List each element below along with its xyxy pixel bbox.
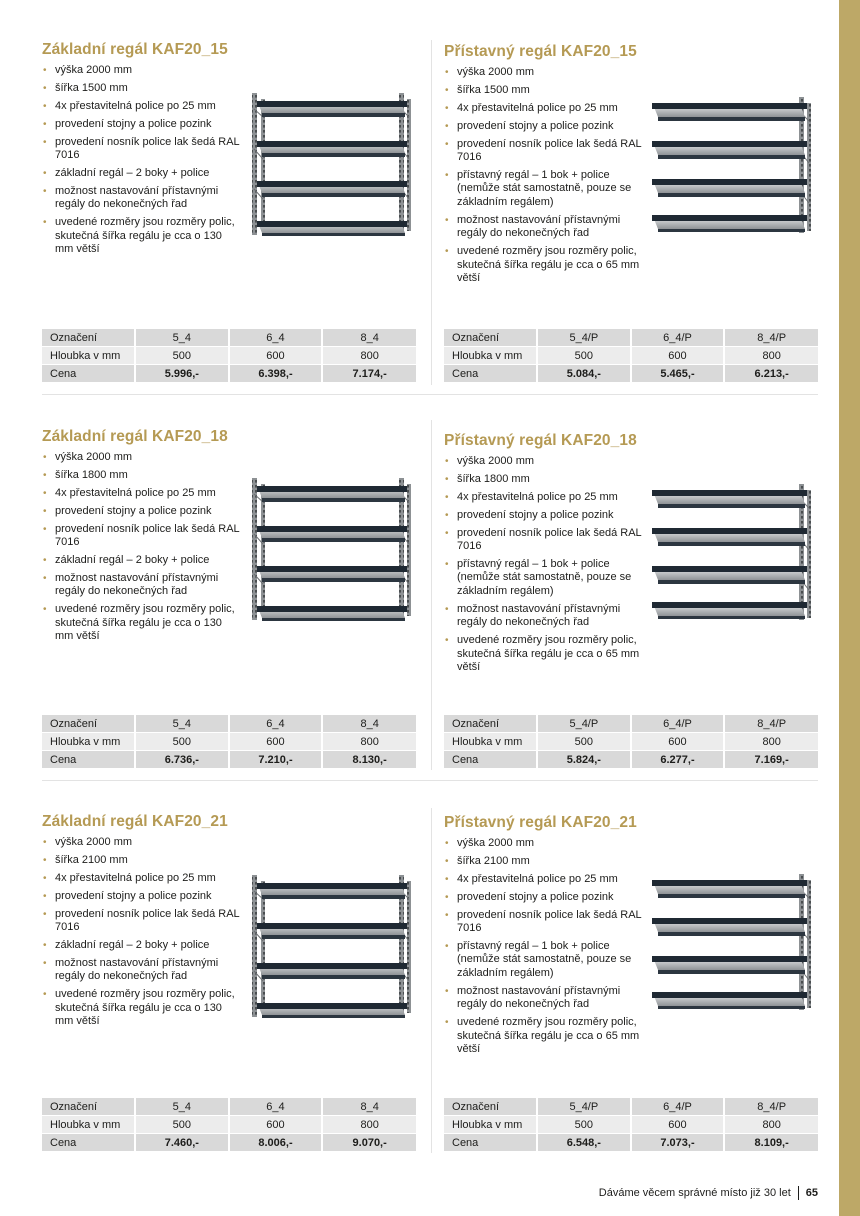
header-cell: 6_4 [229, 329, 323, 347]
feature-item: • možnost nastavování přístavnými regály do nekonečných řad [444, 985, 644, 1012]
price-cell: 5.465,- [631, 365, 725, 383]
price-cell: 7.460,- [135, 1134, 229, 1152]
product-block-zakladni-21 [42, 813, 418, 1149]
header-cell: 6_4/P [631, 329, 725, 347]
depth-cell: 600 [229, 347, 323, 365]
price-cell: 7.210,- [229, 751, 323, 769]
price-cell: 6.398,- [229, 365, 323, 383]
product-block-pristavny-18 [444, 432, 820, 766]
depth-label: Hloubka v mm [42, 733, 135, 751]
depth-cell: 800 [724, 1116, 818, 1134]
feature-item: • možnost nastavování přístavnými regály do nekonečných řad [42, 957, 242, 984]
depth-cell: 800 [322, 347, 416, 365]
feature-item: • 4x přestavitelná police po 25 mm [444, 491, 644, 505]
rack-addon-image [652, 480, 816, 622]
feature-item: • šířka 1800 mm [42, 469, 242, 483]
column-divider [431, 420, 432, 770]
price-cell: 5.996,- [135, 365, 229, 383]
feature-list [42, 836, 242, 1029]
feature-item: • provedení nosník police lak šedá RAL 7016 [42, 523, 242, 550]
header-cell: 6_4 [229, 715, 323, 733]
depth-cell: 500 [537, 347, 631, 365]
feature-item: • možnost nastavování přístavnými regály do nekonečných řad [444, 214, 644, 241]
price-label: Cena [42, 1134, 135, 1152]
feature-item: • uvedené rozměry jsou rozměry polic, skutečná šířka regálu je cca o 65 mm větší [444, 1016, 644, 1057]
footer-separator [798, 1186, 799, 1200]
feature-item: • možnost nastavování přístavnými regály do nekonečných řad [444, 603, 644, 630]
feature-item: • provedení stojny a police pozink [444, 509, 644, 523]
price-label: Cena [42, 751, 135, 769]
row-divider [42, 780, 818, 781]
product-title: Základní regál KAF20_18 [42, 428, 228, 445]
feature-item: • přístavný regál – 1 bok + police (nemůže stát samostatně, pouze se základním regálem) [444, 558, 644, 599]
feature-item: • uvedené rozměry jsou rozměry polic, skutečná šířka regálu je cca o 130 mm větší [42, 988, 242, 1029]
header-cell: 5_4/P [537, 1098, 631, 1116]
depth-cell: 600 [631, 1116, 725, 1134]
feature-list [444, 66, 644, 286]
feature-item: • možnost nastavování přístavnými regály do nekonečných řad [42, 185, 242, 212]
feature-item: • uvedené rozměry jsou rozměry polic, skutečná šířka regálu je cca o 65 mm větší [444, 634, 644, 675]
price-cell: 6.277,- [631, 751, 725, 769]
depth-label: Hloubka v mm [444, 347, 537, 365]
price-cell: 5.824,- [537, 751, 631, 769]
rack-basic-image [250, 474, 414, 622]
depth-cell: 500 [537, 1116, 631, 1134]
feature-list [444, 455, 644, 675]
header-cell: 5_4 [135, 715, 229, 733]
depth-cell: 800 [322, 1116, 416, 1134]
price-label: Cena [444, 751, 537, 769]
header-cell: 8_4/P [724, 1098, 818, 1116]
header-cell: 5_4/P [537, 329, 631, 347]
spec-table [444, 715, 818, 769]
header-cell: 5_4 [135, 1098, 229, 1116]
depth-cell: 500 [135, 347, 229, 365]
feature-item: • uvedené rozměry jsou rozměry polic, skutečná šířka regálu je cca o 130 mm větší [42, 603, 242, 644]
feature-item: • výška 2000 mm [42, 451, 242, 465]
row-divider [42, 394, 818, 395]
page-footer [599, 1186, 818, 1200]
product-title: Přístavný regál KAF20_21 [444, 814, 637, 831]
rack-basic-image [250, 89, 414, 237]
feature-item: • provedení stojny a police pozink [444, 891, 644, 905]
depth-cell: 800 [322, 733, 416, 751]
depth-cell: 600 [229, 733, 323, 751]
price-cell: 6.548,- [537, 1134, 631, 1152]
page-number: 65 [805, 1187, 818, 1199]
depth-label: Hloubka v mm [444, 733, 537, 751]
depth-cell: 800 [724, 733, 818, 751]
header-cell: 8_4 [322, 1098, 416, 1116]
feature-item: • šířka 1500 mm [444, 84, 644, 98]
feature-item: • 4x přestavitelná police po 25 mm [42, 487, 242, 501]
depth-cell: 500 [135, 1116, 229, 1134]
price-label: Cena [444, 1134, 537, 1152]
feature-item: • základní regál – 2 boky + police [42, 167, 242, 181]
accent-side-bar [839, 0, 860, 1216]
spec-table [42, 715, 416, 769]
depth-cell: 800 [724, 347, 818, 365]
product-title: Přístavný regál KAF20_18 [444, 432, 637, 449]
feature-item: • základní regál – 2 boky + police [42, 554, 242, 568]
price-cell: 6.213,- [724, 365, 818, 383]
feature-item: • provedení stojny a police pozink [42, 118, 242, 132]
feature-item: • provedení stojny a police pozink [42, 890, 242, 904]
feature-item: • možnost nastavování přístavnými regály do nekonečných řad [42, 572, 242, 599]
product-block-pristavny-21 [444, 814, 820, 1149]
feature-item: • provedení nosník police lak šedá RAL 7016 [444, 909, 644, 936]
price-cell: 9.070,- [322, 1134, 416, 1152]
header-cell: 8_4 [322, 715, 416, 733]
header-cell: 8_4/P [724, 329, 818, 347]
feature-item: • výška 2000 mm [444, 455, 644, 469]
product-block-zakladni-15 [42, 41, 418, 380]
feature-item: • uvedené rozměry jsou rozměry polic, skutečná šířka regálu je cca o 65 mm větší [444, 245, 644, 286]
price-cell: 5.084,- [537, 365, 631, 383]
feature-item: • provedení nosník police lak šedá RAL 7016 [444, 527, 644, 554]
depth-cell: 500 [135, 733, 229, 751]
feature-list [42, 451, 242, 644]
depth-cell: 600 [631, 733, 725, 751]
footer-slogan: Dáváme věcem správné místo již 30 let [598, 1187, 791, 1199]
price-cell: 7.174,- [322, 365, 416, 383]
rack-basic-image [250, 871, 414, 1019]
feature-item: • přístavný regál – 1 bok + police (nemůže stát samostatně, pouze se základním regálem) [444, 940, 644, 981]
feature-item: • přístavný regál – 1 bok + police (nemůže stát samostatně, pouze se základním regálem) [444, 169, 644, 210]
rack-addon-image [652, 870, 816, 1012]
price-cell: 8.109,- [724, 1134, 818, 1152]
header-cell: 8_4/P [724, 715, 818, 733]
spec-table [42, 329, 416, 383]
product-title: Základní regál KAF20_21 [42, 813, 228, 830]
feature-list [444, 837, 644, 1057]
header-cell: 6_4/P [631, 1098, 725, 1116]
price-cell: 7.169,- [724, 751, 818, 769]
product-block-pristavny-15 [444, 43, 820, 380]
header-cell: 6_4 [229, 1098, 323, 1116]
feature-list [42, 64, 242, 257]
depth-label: Hloubka v mm [42, 347, 135, 365]
feature-item: • šířka 1500 mm [42, 82, 242, 96]
header-cell: 8_4 [322, 329, 416, 347]
price-cell: 7.073,- [631, 1134, 725, 1152]
feature-item: • 4x přestavitelná police po 25 mm [444, 102, 644, 116]
feature-item: • uvedené rozměry jsou rozměry polic, skutečná šířka regálu je cca o 130 mm větší [42, 216, 242, 257]
feature-item: • 4x přestavitelná police po 25 mm [42, 100, 242, 114]
feature-item: • provedení nosník police lak šedá RAL 7016 [42, 136, 242, 163]
header-label: Označení [42, 1098, 135, 1116]
product-title: Přístavný regál KAF20_15 [444, 43, 637, 60]
header-cell: 5_4/P [537, 715, 631, 733]
product-title: Základní regál KAF20_15 [42, 41, 228, 58]
feature-item: • základní regál – 2 boky + police [42, 939, 242, 953]
column-divider [431, 40, 432, 385]
feature-item: • provedení nosník police lak šedá RAL 7016 [42, 908, 242, 935]
feature-item: • výška 2000 mm [444, 66, 644, 80]
feature-item: • šířka 1800 mm [444, 473, 644, 487]
feature-item: • provedení stojny a police pozink [42, 505, 242, 519]
price-cell: 6.736,- [135, 751, 229, 769]
feature-item: • výška 2000 mm [42, 64, 242, 78]
depth-cell: 600 [631, 347, 725, 365]
spec-table [444, 1098, 818, 1152]
feature-item: • 4x přestavitelná police po 25 mm [42, 872, 242, 886]
header-cell: 5_4 [135, 329, 229, 347]
header-label: Označení [444, 1098, 537, 1116]
feature-item: • provedení nosník police lak šedá RAL 7016 [444, 138, 644, 165]
header-label: Označení [42, 329, 135, 347]
feature-item: • výška 2000 mm [42, 836, 242, 850]
feature-item: • výška 2000 mm [444, 837, 644, 851]
feature-item: • šířka 2100 mm [42, 854, 242, 868]
spec-table [444, 329, 818, 383]
depth-cell: 600 [229, 1116, 323, 1134]
header-label: Označení [42, 715, 135, 733]
depth-label: Hloubka v mm [42, 1116, 135, 1134]
header-label: Označení [444, 329, 537, 347]
feature-item: • šířka 2100 mm [444, 855, 644, 869]
column-divider [431, 808, 432, 1153]
spec-table [42, 1098, 416, 1152]
depth-label: Hloubka v mm [444, 1116, 537, 1134]
product-block-zakladni-18 [42, 428, 418, 766]
depth-cell: 500 [537, 733, 631, 751]
price-cell: 8.006,- [229, 1134, 323, 1152]
price-cell: 8.130,- [322, 751, 416, 769]
feature-item: • provedení stojny a police pozink [444, 120, 644, 134]
header-label: Označení [444, 715, 537, 733]
feature-item: • 4x přestavitelná police po 25 mm [444, 873, 644, 887]
price-label: Cena [444, 365, 537, 383]
price-label: Cena [42, 365, 135, 383]
header-cell: 6_4/P [631, 715, 725, 733]
rack-addon-image [652, 93, 816, 235]
